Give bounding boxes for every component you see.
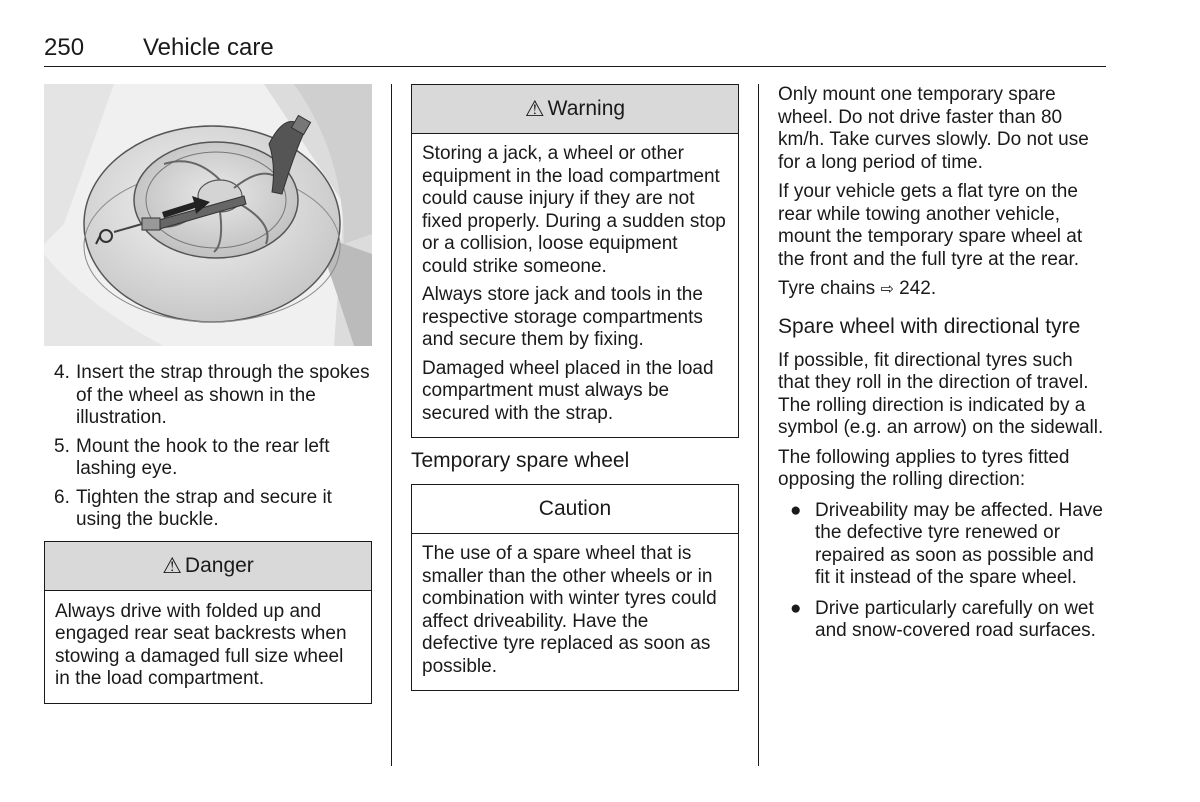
spare-wheel-strap-illustration <box>44 84 372 346</box>
body-paragraph: The following applies to tyres fitted opposing the rolling direction: <box>778 446 1070 490</box>
caution-box <box>411 484 739 691</box>
page-number: 250 <box>44 34 85 61</box>
page-header <box>44 34 1106 67</box>
warning-paragraph: Damaged wheel placed in the load compartment must always be secured with the strap. <box>422 357 714 424</box>
column-middle <box>411 84 739 691</box>
step-number: 6. <box>54 486 70 508</box>
cross-reference <box>778 278 1108 302</box>
warning-box <box>411 84 739 438</box>
caution-text: The use of a spare wheel that is smaller than the other wheels or in combination with winter tyres could affect driveability. Have the defective tyre replaced as soon as possible. <box>422 543 717 677</box>
step-text: Tighten the strap and secure it using the buckle. <box>76 486 332 530</box>
bullet-icon: ● <box>790 499 802 521</box>
list-item <box>54 487 372 532</box>
step-number: 4. <box>54 362 70 383</box>
step-number: 5. <box>54 435 70 457</box>
warning-paragraph: Always store jack and tools in the respective storage compartments and secure them by fixing. <box>422 284 703 350</box>
body-paragraph: Only mount one temporary spare wheel. Do not drive faster than 80 km/h. Take curves slowly. Do not use for a long period of time. <box>778 84 1089 173</box>
body-paragraph: If possible, fit directional tyres such that they roll in the direction of travel. The rolling direction is indicated by a symbol (e.g. an arrow) on the sidewall. <box>778 349 1104 438</box>
section-heading: Temporary spare wheel <box>411 449 630 472</box>
warning-title: Warning <box>547 97 626 120</box>
list-item <box>778 598 1108 643</box>
danger-title: Danger <box>184 553 254 577</box>
step-text: Insert the strap through the spokes of the wheel as shown in the illustration. <box>76 362 370 428</box>
bullet-icon: ● <box>790 597 802 619</box>
warning-triangle-icon: ⚠ <box>524 96 545 121</box>
danger-header <box>45 542 371 591</box>
list-item <box>778 500 1108 590</box>
body-paragraph: If your vehicle gets a flat tyre on the rear while towing another vehicle, mount the temporary spare wheel at the front and the full tyre at the rear. <box>778 181 1083 270</box>
list-item <box>54 436 372 481</box>
page-reference-arrow-icon: ⇨ <box>880 281 894 298</box>
cross-reference-page[interactable]: 242. <box>899 278 937 299</box>
bullet-text: Driveability may be affected. Have the defective tyre renewed or repaired as soon as possible and fit it instead of the spare wheel. <box>815 499 1103 588</box>
column-right <box>778 84 1108 651</box>
warning-header <box>412 85 738 134</box>
warning-triangle-icon: ⚠ <box>162 552 182 578</box>
cross-reference-text: Tyre chains <box>778 278 876 299</box>
column-divider <box>391 84 392 766</box>
step-text: Mount the hook to the rear left lashing eye. <box>76 435 330 479</box>
caution-header <box>412 485 738 534</box>
caution-title: Caution <box>538 497 612 520</box>
section-heading: Spare wheel with directional tyre <box>778 314 1081 338</box>
column-left <box>44 84 372 704</box>
bullet-list <box>778 500 1108 643</box>
danger-text: Always drive with folded up and engaged rear seat backrests when stowing a damaged full size wheel in the load compartment. <box>55 600 347 689</box>
bullet-text: Drive particularly carefully on wet and snow-covered road surfaces. <box>815 597 1096 641</box>
instruction-steps <box>44 362 372 532</box>
column-divider <box>758 84 759 766</box>
list-item <box>54 362 372 430</box>
warning-paragraph: Storing a jack, a wheel or other equipment in the load compartment could cause injury if they are not fixed properly. During a sudden stop or a collision, loose equipment could strike someone. <box>422 143 726 277</box>
danger-box <box>44 541 372 704</box>
section-title: Vehicle care <box>143 34 274 61</box>
